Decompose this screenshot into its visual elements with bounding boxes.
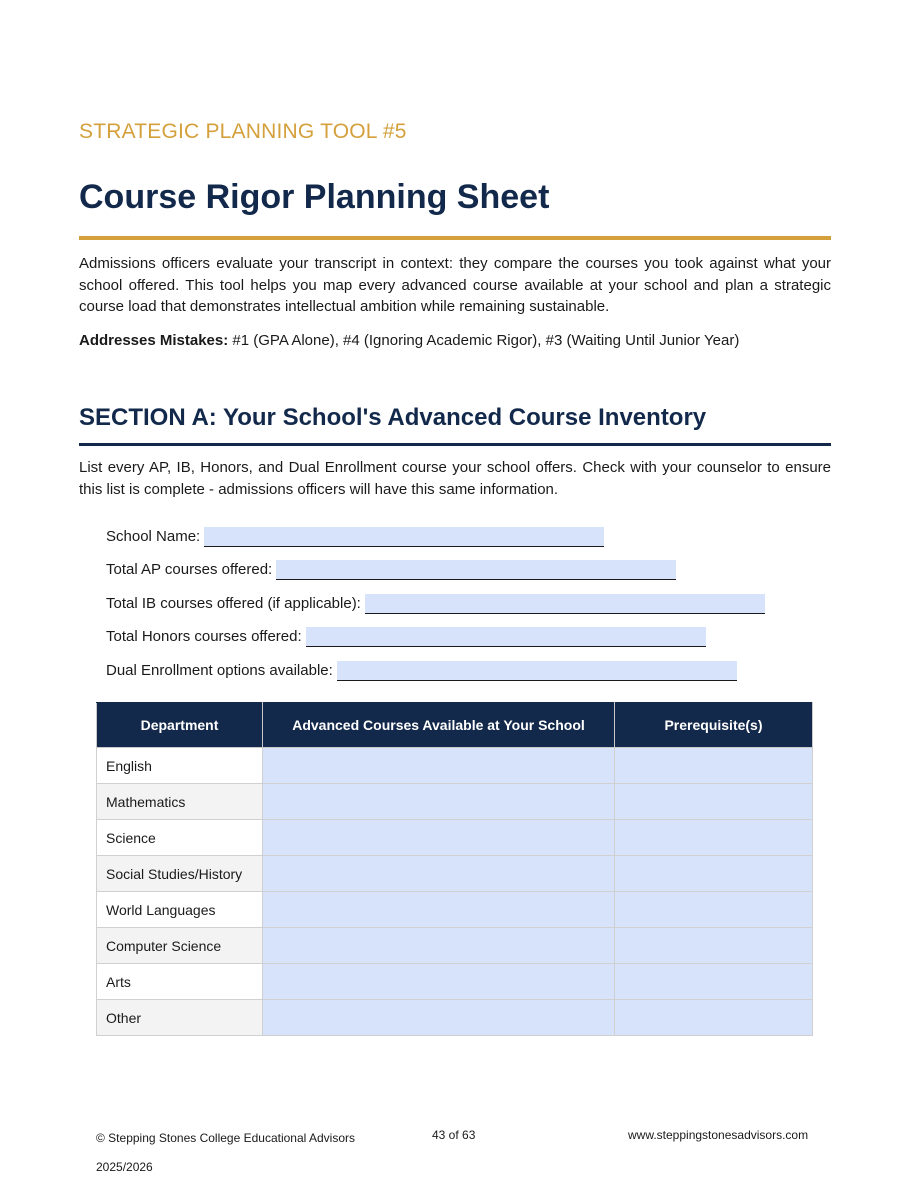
courses-cell[interactable] xyxy=(263,820,615,856)
courses-cell[interactable] xyxy=(263,784,615,820)
title-divider xyxy=(79,236,831,240)
courses-cell[interactable] xyxy=(263,964,615,1000)
table-row xyxy=(97,820,813,856)
courses-cell[interactable] xyxy=(263,1000,615,1036)
school-name-label: School Name: xyxy=(106,528,201,545)
table-row xyxy=(97,964,813,1000)
department-cell: Science xyxy=(97,820,263,856)
total-honors-input[interactable] xyxy=(306,627,706,647)
tool-eyebrow: STRATEGIC PLANNING TOOL #5 xyxy=(79,120,407,143)
courses-cell[interactable] xyxy=(263,856,615,892)
prereqs-cell[interactable] xyxy=(615,820,813,856)
total-ib-row xyxy=(106,592,765,614)
table-row xyxy=(97,856,813,892)
department-cell: Mathematics xyxy=(97,784,263,820)
dual-enrollment-label: Dual Enrollment options available: xyxy=(106,662,333,679)
courses-cell[interactable] xyxy=(263,892,615,928)
total-ap-input[interactable] xyxy=(276,560,676,580)
mistakes-label: Addresses Mistakes: xyxy=(79,332,229,349)
page-title: Course Rigor Planning Sheet xyxy=(79,178,550,216)
prereqs-cell[interactable] xyxy=(615,1000,813,1036)
department-cell: Social Studies/History xyxy=(97,856,263,892)
dual-enrollment-input[interactable] xyxy=(337,661,737,681)
dual-enrollment-row xyxy=(106,659,737,681)
header-prerequisites: Prerequisite(s) xyxy=(615,703,813,748)
table-row xyxy=(97,1000,813,1036)
total-honors-row xyxy=(106,625,706,647)
prereqs-cell[interactable] xyxy=(615,856,813,892)
table-row xyxy=(97,892,813,928)
addresses-mistakes xyxy=(79,330,831,351)
department-cell: World Languages xyxy=(97,892,263,928)
header-advanced-courses: Advanced Courses Available at Your School xyxy=(263,703,615,748)
footer-year: 2025/2026 xyxy=(96,1160,153,1174)
courses-cell[interactable] xyxy=(263,928,615,964)
footer-website[interactable]: www.steppingstonesadvisors.com xyxy=(628,1128,809,1142)
courses-cell[interactable] xyxy=(263,748,615,784)
total-ib-input[interactable] xyxy=(365,594,765,614)
footer-page-number: 43 of 63 xyxy=(432,1128,476,1142)
school-name-row xyxy=(106,525,604,547)
section-a-title: SECTION A: Your School's Advanced Course Inventory xyxy=(79,404,707,431)
table-row xyxy=(97,748,813,784)
course-inventory-table xyxy=(96,702,813,1036)
total-ib-label: Total IB courses offered (if applicable): xyxy=(106,595,361,612)
table-row xyxy=(97,928,813,964)
footer-copyright: © Stepping Stones College Educational Advisors xyxy=(96,1131,356,1145)
total-ap-row xyxy=(106,558,676,580)
prereqs-cell[interactable] xyxy=(615,928,813,964)
prereqs-cell[interactable] xyxy=(615,964,813,1000)
total-honors-label: Total Honors courses offered: xyxy=(106,628,302,645)
section-a-description: List every AP, IB, Honors, and Dual Enrollment course your school offers. Check with your counselor to ensure this list is complete - admissions officers will have this same information. xyxy=(79,459,831,498)
department-cell: English xyxy=(97,748,263,784)
table-row xyxy=(97,784,813,820)
prereqs-cell[interactable] xyxy=(615,892,813,928)
mistakes-text: #1 (GPA Alone), #4 (Ignoring Academic Rigor), #3 (Waiting Until Junior Year) xyxy=(228,332,740,349)
section-divider xyxy=(79,443,831,446)
header-department: Department xyxy=(97,703,263,748)
department-cell: Arts xyxy=(97,964,263,1000)
prereqs-cell[interactable] xyxy=(615,784,813,820)
intro-paragraph: Admissions officers evaluate your transcript in context: they compare the courses you took against what your school offered. This tool helps you map every advanced course available at your school and plan a strategic course load that demonstrates intellectual ambition while remaining sustainable. xyxy=(79,255,831,315)
total-ap-label: Total AP courses offered: xyxy=(106,561,273,578)
school-name-input[interactable] xyxy=(204,527,604,547)
department-cell: Other xyxy=(97,1000,263,1036)
prereqs-cell[interactable] xyxy=(615,748,813,784)
department-cell: Computer Science xyxy=(97,928,263,964)
table-header-row xyxy=(97,703,813,748)
